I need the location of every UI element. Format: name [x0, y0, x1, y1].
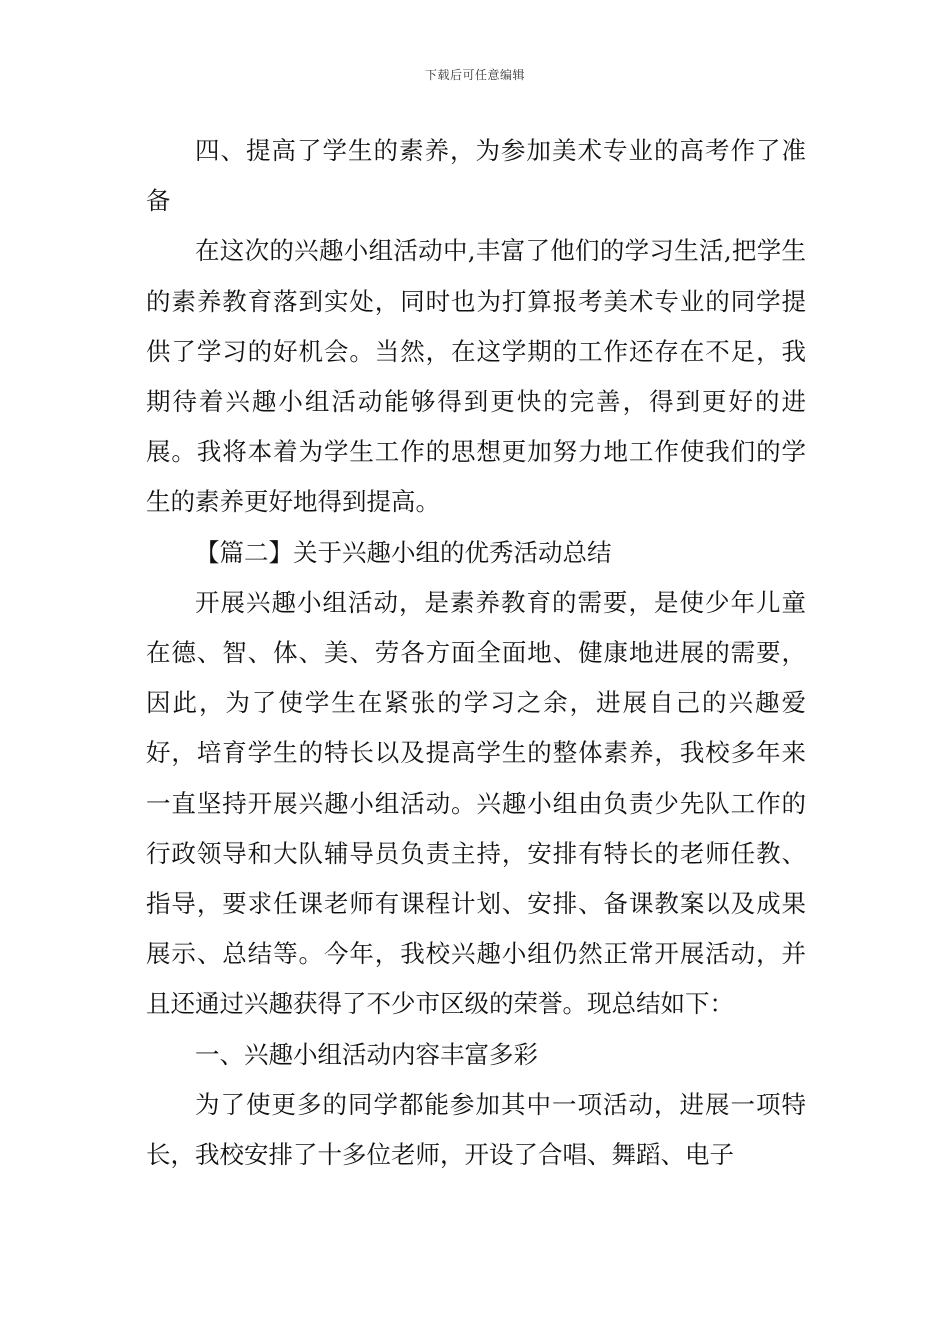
section-heading-four: 四、提高了学生的素养，为参加美术专业的高考作了准备	[146, 136, 806, 216]
header-note: 下载后可任意编辑	[424, 68, 525, 82]
body-paragraph: 开展兴趣小组活动，是素养教育的需要，是使少年儿童在德、智、体、美、劳各方面全面地、健康地进展的需要，因此，为了使学生在紧张的学习之余，进展自己的兴趣爱好，培育学生的特长以及提高学生的整体素养，我校多年来一直坚持开展兴趣小组活动。兴趣小组由负责少先队工作的行政领导和大队辅导员负责主持，安排有特长的老师任教、指导，要求任课老师有课程计划、安排、备课教案以及成果展示、总结等。今年，我校兴趣小组仍然正常开展活动，并且还通过兴趣获得了不少市区级的荣誉。现总结如下：	[146, 587, 806, 1019]
section-heading-one: 一、兴趣小组活动内容丰富多彩	[195, 1039, 538, 1069]
body-paragraph: 为了使更多的同学都能参加其中一项活动，进展一项特长，我校安排了十多位老师，开设了合唱、舞蹈、电子	[146, 1089, 806, 1170]
body-paragraph: 在这次的兴趣小组活动中,丰富了他们的学习生活,把学生的素养教育落到实处，同时也为打算报考美术专业的同学提供了学习的好机会。当然，在这学期的工作还存在不足，我期待着兴趣小组活动能够得到更快的完善，得到更好的进展。我将本着为学生工作的思想更加努力地工作使我们的学生的素养更好地得到提高。	[146, 236, 806, 517]
article-title-part-two: 【篇二】关于兴趣小组的优秀活动总结	[195, 537, 612, 567]
document-body	[146, 126, 806, 1180]
